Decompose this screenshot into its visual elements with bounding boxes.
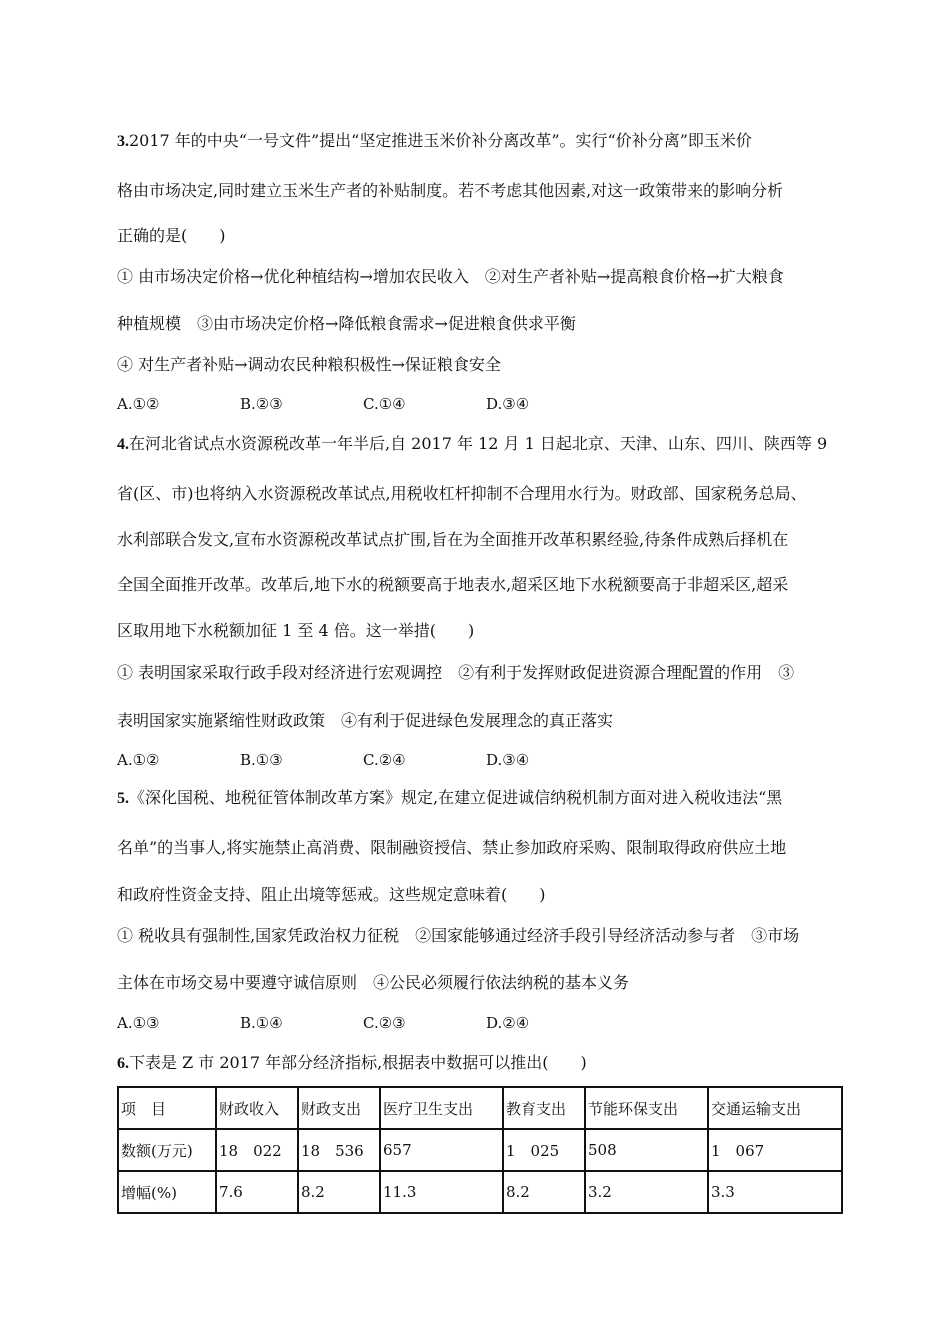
table-cell: 1 025: [503, 1129, 585, 1171]
q4-number: 4.: [117, 436, 129, 453]
q4-options: [117, 750, 609, 770]
q3-statement-2: 种植规模 ③由市场决定价格→降低粮食需求→促进粮食供求平衡: [117, 314, 576, 333]
table-cell: 3.3: [708, 1171, 842, 1213]
q4-option-a: A.①②: [117, 751, 160, 769]
q3-options: [117, 394, 609, 414]
q3-option-b: B.②③: [240, 395, 283, 413]
table-row: [118, 1171, 842, 1213]
q5-line-3: 和政府性资金支持、阻止出境等惩戒。这些规定意味着( ): [117, 885, 546, 904]
q4-option-d: D.③④: [486, 751, 530, 769]
table-cell: 3.2: [585, 1171, 708, 1213]
table-cell: 8.2: [503, 1171, 585, 1213]
table-header-cell: 财政支出: [298, 1087, 380, 1129]
table-cell: 18 536: [298, 1129, 380, 1171]
q5-number: 5.: [117, 790, 129, 807]
table-header-cell: 医疗卫生支出: [380, 1087, 503, 1129]
economic-indicators-table: [117, 1086, 843, 1214]
table-row: [118, 1129, 842, 1171]
table-cell: 1 067: [708, 1129, 842, 1171]
table-header-row: [118, 1087, 842, 1129]
table-cell: 8.2: [298, 1171, 380, 1213]
table-cell: 18 022: [216, 1129, 298, 1171]
q6-number: 6.: [117, 1055, 129, 1072]
q3-line-3: 正确的是( ): [117, 226, 226, 245]
q5-options: [117, 1013, 609, 1033]
table-header-cell: 交通运输支出: [708, 1087, 842, 1129]
q3-option-a: A.①②: [117, 395, 160, 413]
table-cell: 11.3: [380, 1171, 503, 1213]
q3-option-d: D.③④: [486, 395, 530, 413]
table-cell: 数额(万元): [118, 1129, 216, 1171]
q5-statement-1: ① 税收具有强制性,国家凭政治权力征税 ②国家能够通过经济手段引导经济活动参与者 ③市场: [117, 926, 800, 945]
q6-line-1: 6.下表是 Z 市 2017 年部分经济指标,根据表中数据可以推出( ): [117, 1053, 587, 1072]
q5-line-1: 5.《深化国税、地税征管体制改革方案》规定,在建立促进诚信纳税机制方面对进入税收违法“黑: [117, 788, 783, 807]
q4-line-3: 水利部联合发文,宣布水资源税改革试点扩围,旨在为全面推开改革积累经验,待条件成熟后择机在: [117, 530, 789, 549]
q3-line-1: 3.2017 年的中央“一号文件”提出“坚定推进玉米价补分离改革”。实行“价补分离”即玉米价: [117, 131, 752, 150]
table-cell: 增幅(%): [118, 1171, 216, 1213]
q4-line-5: 区取用地下水税额加征 1 至 4 倍。这一举措( ): [117, 621, 475, 640]
table-cell: 657: [380, 1129, 503, 1171]
q3-statement-1: ① 由市场决定价格→优化种植结构→增加农民收入 ②对生产者补贴→提高粮食价格→扩大粮食: [117, 267, 784, 286]
q4-statement-2: 表明国家实施紧缩性财政政策 ④有利于促进绿色发展理念的真正落实: [117, 711, 614, 730]
table-header-cell: 节能环保支出: [585, 1087, 708, 1129]
table-cell: 7.6: [216, 1171, 298, 1213]
q3-statement-3: ④ 对生产者补贴→调动农民种粮积极性→保证粮食安全: [117, 355, 501, 374]
q3-number: 3.: [117, 133, 129, 150]
q4-option-b: B.①③: [240, 751, 283, 769]
q5-option-c: C.②③: [363, 1014, 406, 1032]
q5-option-a: A.①③: [117, 1014, 160, 1032]
q5-option-b: B.①④: [240, 1014, 283, 1032]
table-header-cell: 项 目: [118, 1087, 216, 1129]
q5-line-2: 名单”的当事人,将实施禁止高消费、限制融资授信、禁止参加政府采购、限制取得政府供应土地: [117, 838, 787, 857]
q4-line-4: 全国全面推开改革。改革后,地下水的税额要高于地表水,超采区地下水税额要高于非超采区,超采: [117, 575, 789, 594]
q5-option-d: D.②④: [486, 1014, 530, 1032]
table-cell: 508: [585, 1129, 708, 1171]
q4-line-1: 4.在河北省试点水资源税改革一年半后,自 2017 年 12 月 1 日起北京、天津、山东、四川、陕西等 9: [117, 434, 828, 453]
q5-statement-2: 主体在市场交易中要遵守诚信原则 ④公民必须履行依法纳税的基本义务: [117, 973, 630, 992]
table-header-cell: 财政收入: [216, 1087, 298, 1129]
q4-statement-1: ① 表明国家采取行政手段对经济进行宏观调控 ②有利于发挥财政促进资源合理配置的作用 ③: [117, 663, 795, 682]
q4-line-2: 省(区、市)也将纳入水资源税改革试点,用税收杠杆抑制不合理用水行为。财政部、国家税务总局、: [117, 484, 807, 503]
table-header-cell: 教育支出: [503, 1087, 585, 1129]
q3-option-c: C.①④: [363, 395, 406, 413]
q3-line-2: 格由市场决定,同时建立玉米生产者的补贴制度。若不考虑其他因素,对这一政策带来的影响分析: [117, 181, 784, 200]
q4-option-c: C.②④: [363, 751, 406, 769]
